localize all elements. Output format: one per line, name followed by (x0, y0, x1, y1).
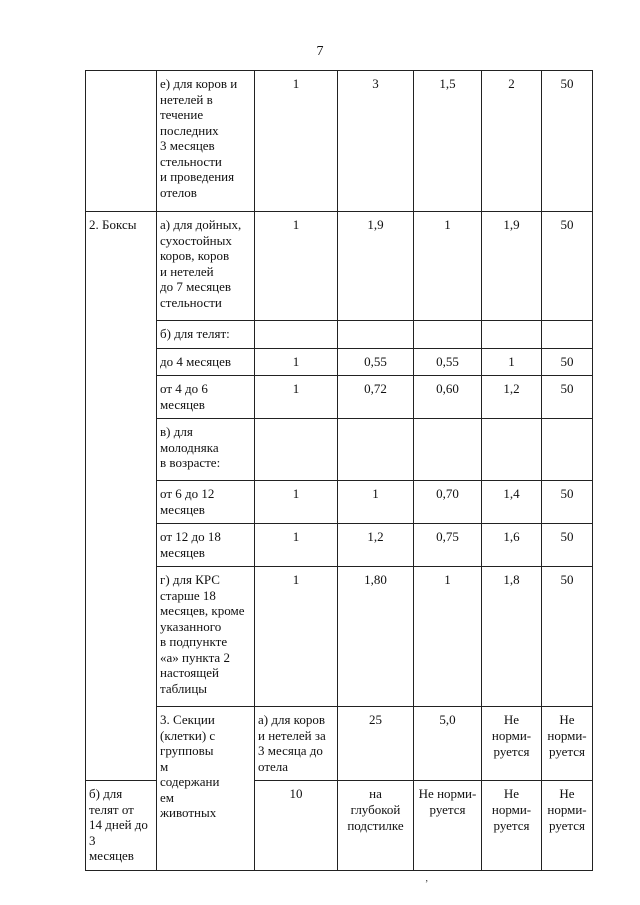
table-row (86, 419, 593, 481)
value-cell: 1 (255, 348, 338, 376)
value-cell: 0,72 (338, 376, 414, 419)
table-body (86, 71, 593, 871)
value-cell: 50 (542, 348, 593, 376)
value-cell (414, 321, 482, 349)
value-cell (414, 419, 482, 481)
value-cell: 1 (482, 348, 542, 376)
table-row (86, 321, 593, 349)
table-row (86, 567, 593, 707)
value-cell: 25 (338, 707, 414, 781)
value-cell: 2 (482, 71, 542, 212)
description-cell: б) для телят от 14 дней до 3 месяцев (86, 781, 157, 871)
value-cell: 1 (338, 481, 414, 524)
value-cell: 1,5 (414, 71, 482, 212)
category-cell: 3. Секции (клетки) с групповы м содержани ем животных (157, 707, 255, 871)
value-cell: 0,55 (414, 348, 482, 376)
value-cell: Не норми- руется (542, 707, 593, 781)
category-cell (86, 71, 157, 212)
value-cell: 1 (255, 212, 338, 321)
value-cell: 3 (338, 71, 414, 212)
value-cell: 1 (414, 212, 482, 321)
value-cell (338, 321, 414, 349)
value-cell: 1,80 (338, 567, 414, 707)
value-cell: 50 (542, 71, 593, 212)
value-cell (255, 321, 338, 349)
description-cell: от 4 до 6 месяцев (157, 376, 255, 419)
value-cell: 50 (542, 212, 593, 321)
description-cell: а) для коров и нетелей за 3 месяца до отела (255, 707, 338, 781)
description-cell: е) для коров и нетелей в течение последних 3 месяцев стельности и проведения отелов (157, 71, 255, 212)
table-row (86, 707, 593, 781)
value-cell: 1 (255, 376, 338, 419)
value-cell: 1 (255, 481, 338, 524)
value-cell: 5,0 (414, 707, 482, 781)
value-cell: 1,8 (482, 567, 542, 707)
description-cell: от 6 до 12 месяцев (157, 481, 255, 524)
value-cell (338, 419, 414, 481)
value-cell: 1,2 (482, 376, 542, 419)
value-cell: 1,6 (482, 524, 542, 567)
value-cell (542, 419, 593, 481)
description-cell: в) для молодняка в возрасте: (157, 419, 255, 481)
value-cell: 1,9 (482, 212, 542, 321)
value-cell: 50 (542, 524, 593, 567)
value-cell: 1,2 (338, 524, 414, 567)
description-cell: от 12 до 18 месяцев (157, 524, 255, 567)
value-cell: 1,4 (482, 481, 542, 524)
table-row (86, 71, 593, 212)
value-cell: Не норми- руется (482, 781, 542, 871)
table-row (86, 348, 593, 376)
footer-mark: ‚ (425, 873, 429, 884)
value-cell: 1,9 (338, 212, 414, 321)
value-cell: 50 (542, 376, 593, 419)
value-cell: 50 (542, 567, 593, 707)
table-row (86, 524, 593, 567)
value-cell (482, 321, 542, 349)
value-cell (482, 419, 542, 481)
table-row (86, 376, 593, 419)
value-cell: 10 (255, 781, 338, 871)
page-number: 7 (316, 44, 324, 59)
description-cell: а) для дойных, сухостойных коров, коров и нетелей до 7 месяцев стельности (157, 212, 255, 321)
value-cell: на глубокой подстилке (338, 781, 414, 871)
value-cell: 0,70 (414, 481, 482, 524)
value-cell: 50 (542, 481, 593, 524)
value-cell: Не норми- руется (482, 707, 542, 781)
norms-table (85, 70, 593, 871)
value-cell: Не норми- руется (542, 781, 593, 871)
value-cell: 0,75 (414, 524, 482, 567)
value-cell: 1 (255, 567, 338, 707)
description-cell: до 4 месяцев (157, 348, 255, 376)
table-row (86, 481, 593, 524)
value-cell: 0,60 (414, 376, 482, 419)
value-cell: Не норми- руется (414, 781, 482, 871)
value-cell (542, 321, 593, 349)
category-cell: 2. Боксы (86, 212, 157, 781)
description-cell: б) для телят: (157, 321, 255, 349)
table-row (86, 212, 593, 321)
value-cell: 0,55 (338, 348, 414, 376)
value-cell: 1 (414, 567, 482, 707)
value-cell: 1 (255, 524, 338, 567)
value-cell: 1 (255, 71, 338, 212)
description-cell: г) для КРС старше 18 месяцев, кроме указанного в подпункте «а» пункта 2 настоящей таблицы (157, 567, 255, 707)
value-cell (255, 419, 338, 481)
